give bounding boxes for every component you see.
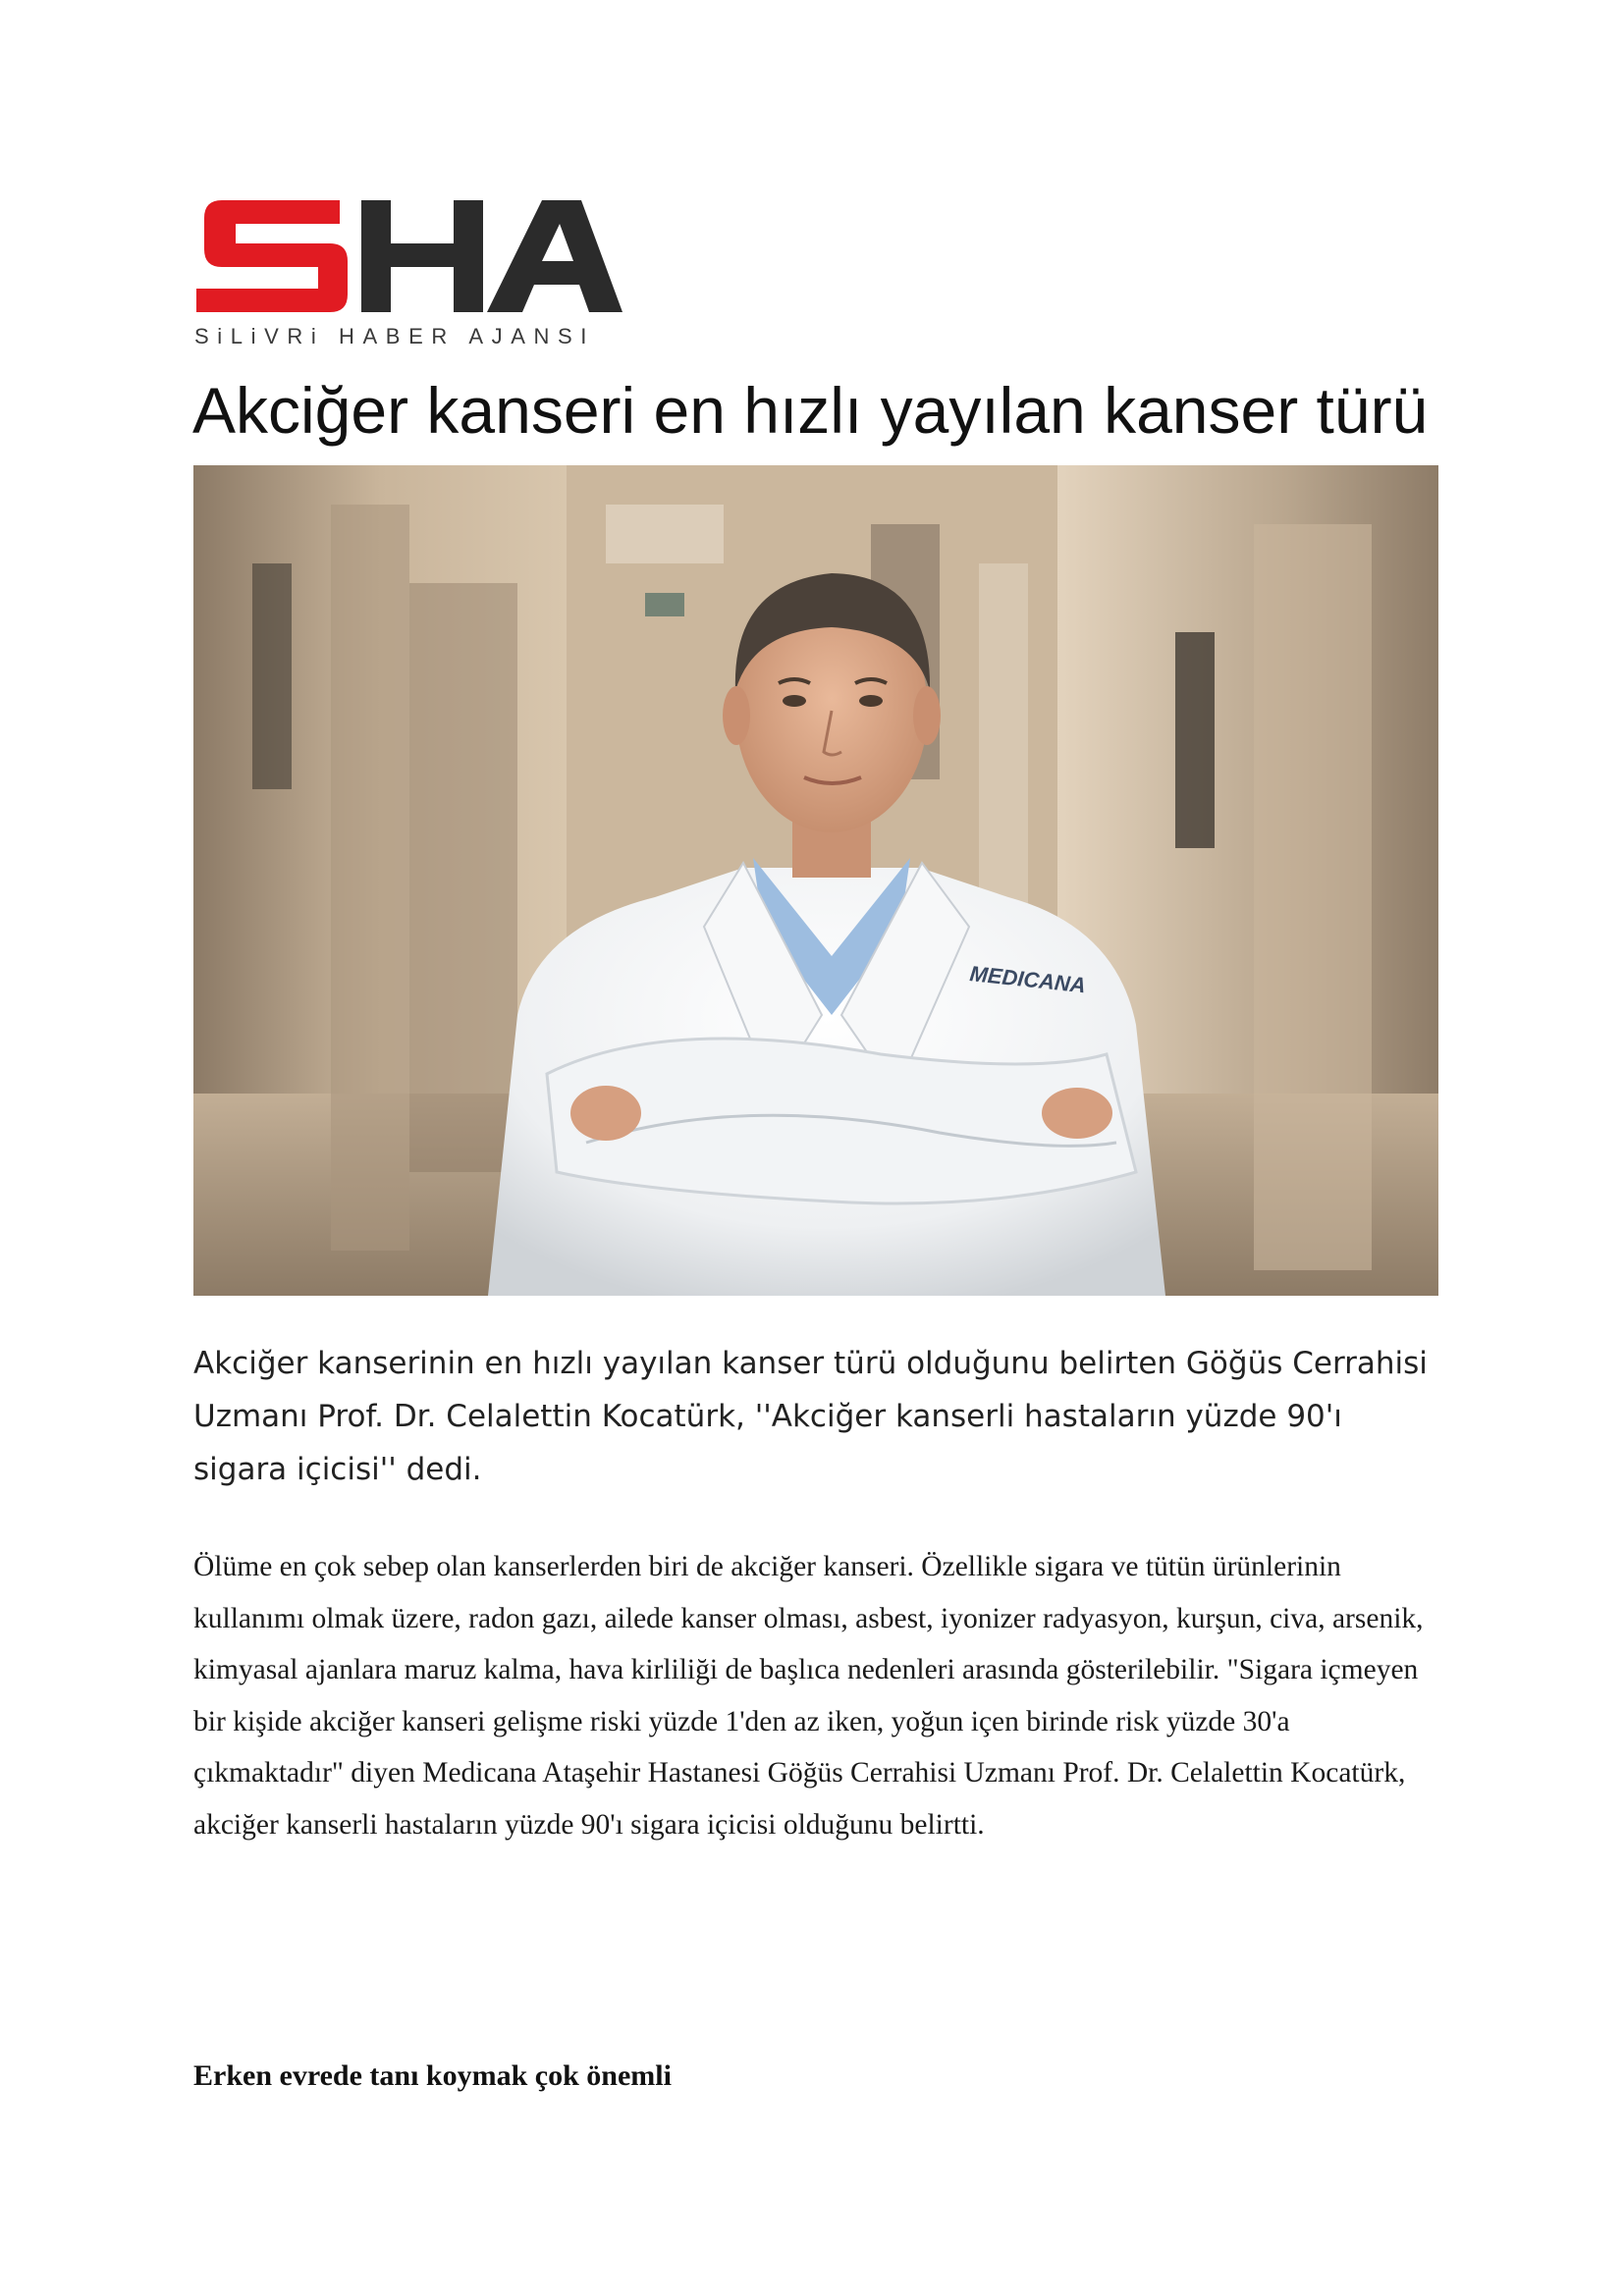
logo-letter-a [487,200,623,312]
logo-letter-s [196,200,348,312]
article-title: Akciğer kanseri en hızlı yayılan kanser türü [192,374,1429,447]
article-lead: Akciğer kanserinin en hızlı yayılan kanser türü olduğunu belirten Göğüs Cerrahisi Uzmanı Prof. Dr. Celalettin Kocatürk, ''Akciğer kanserli hastaların yüzde 90'ı sigara içicisi'' dedi. [193,1346,1428,1487]
logo-letter-h-left [361,200,391,312]
doctor-portrait-image [193,465,1438,1296]
logo-letter-h-right [454,200,483,312]
logo-letter-h-bar [389,243,456,267]
logo-tagline: SiLiVRi HABER AJANSI [194,324,595,348]
article-subheading: Erken evrede tanı koymak çok önemli [193,2059,672,2092]
sha-logo-mark [192,192,624,320]
article-photo [193,465,1438,1296]
sha-logo [192,192,624,353]
coat-logo-text: MEDICANA [968,961,1088,998]
article-body: Ölüme en çok sebep olan kanserlerden biri de akciğer kanseri. Özellikle sigara ve tütün ürünlerinin kullanımı olmak üzere, radon gazı, ailede kanser olması, asbest, iyonizer radyasyon, kurşun, civa, arsenik, kimyasal ajanlara maruz kalma, hava kirliliği de başlıca nedenleri arasında gösterilebilir. "Sigara içmeyen bir kişide akciğer kanseri gelişme riski yüzde 1'den az iken, yoğun içen birinde risk yüzde 30'a çıkmaktadır" diyen Medicana Ataşehir Hastanesi Göğüs Cerrahisi Uzmanı Prof. Dr. Celalettin Kocatürk, akciğer kanserli hastaların yüzde 90'ı sigara içicisi olduğunu belirtti. [193,1551,1424,1841]
